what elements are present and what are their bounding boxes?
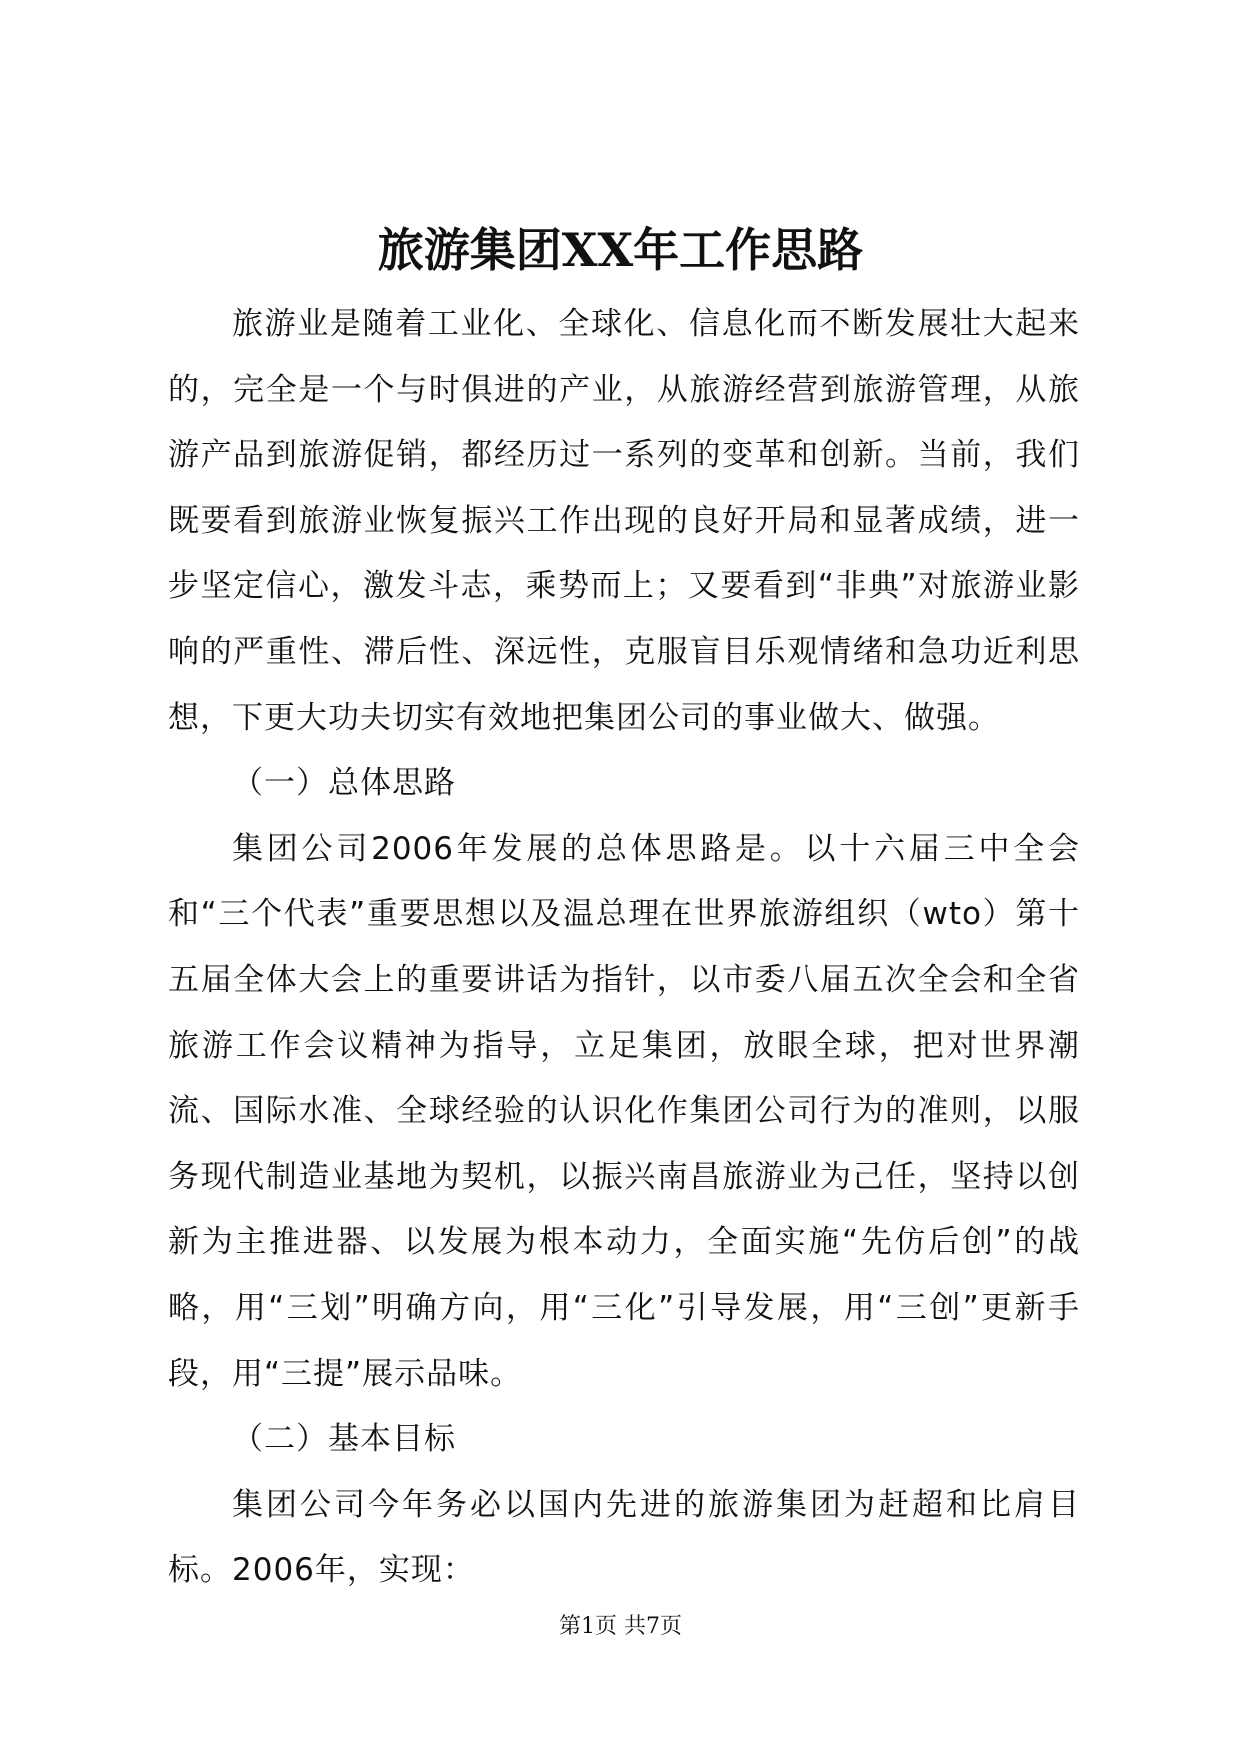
document-body <box>168 292 1080 1604</box>
document-title: 旅游集团XX年工作思路 <box>377 223 864 277</box>
basic-goals-paragraph: 集团公司今年务必以国内先进的旅游集团为赶超和比肩目标。2006年，实现： <box>168 1486 1080 1589</box>
overall-approach-paragraph: 集团公司2006年发展的总体思路是。以十六届三中全会和“三个代表”重要思想以及温总理在世界旅游组织（wto）第十五届全体大会上的重要讲话为指针，以市委八届五次全会和全省旅游工作会议精神为指导，立足集团，放眼全球，把对世界潮流、国际水准、全球经验的认识化作集团公司行为的准则，以服务现代制造业基地为契机，以振兴南昌旅游业为己任，坚持以创新为主推进器、以发展为根本动力，全面实施“先仿后创”的战略，用“三划”明确方向，用“三化”引导发展，用“三创”更新手段，用“三提”展示品味。 <box>168 830 1080 1392</box>
section-heading-overall-approach: （一）总体思路 <box>232 765 456 802</box>
intro-paragraph: 旅游业是随着工业化、全球化、信息化而不断发展壮大起来的，完全是一个与时俱进的产业，从旅游经营到旅游管理，从旅游产品到旅游促销，都经历过一系列的变革和创新。当前，我们既要看到旅游业恢复振兴工作出现的良好开局和显著成绩，进一步坚定信心，激发斗志，乘势而上；又要看到“非典”对旅游业影响的严重性、滞后性、深远性，克服盲目乐观情绪和急功近利思想，下更大功夫切实有效地把集团公司的事业做大、做强。 <box>168 306 1080 736</box>
page-footer: 第1页 共7页 <box>559 1614 682 1639</box>
section-heading-basic-goals: （二）基本目标 <box>232 1421 456 1458</box>
